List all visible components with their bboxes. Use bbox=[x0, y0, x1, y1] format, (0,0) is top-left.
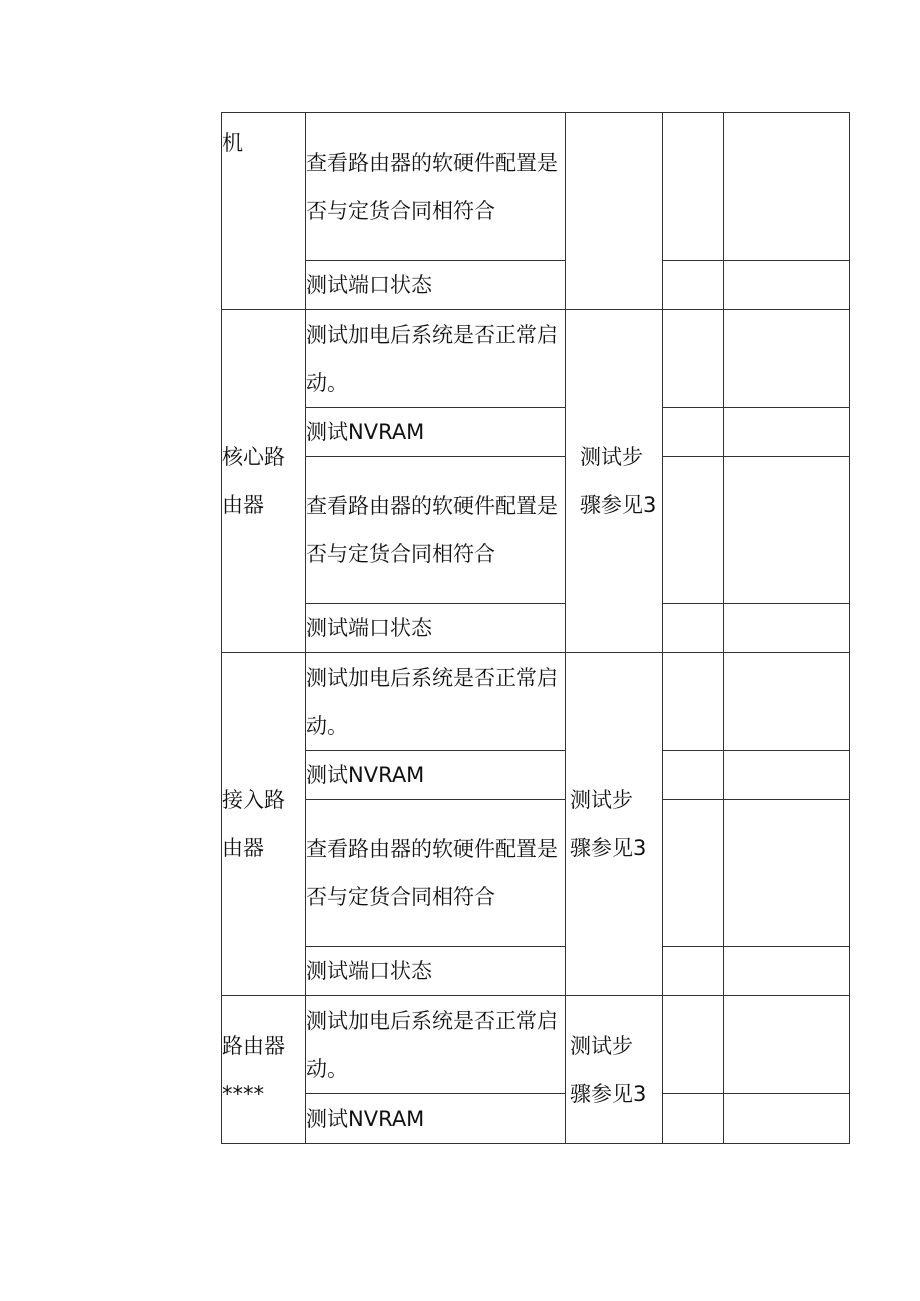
test-item-text: 测试NVRAM bbox=[306, 1106, 425, 1131]
table-row bbox=[222, 653, 850, 751]
test-item-cell bbox=[306, 113, 566, 261]
result-cell bbox=[663, 261, 724, 310]
test-item-text: 测试端口状态 bbox=[306, 959, 432, 983]
result-cell bbox=[663, 408, 724, 457]
test-item-cell bbox=[306, 310, 566, 408]
test-item-text: 测试加电后系统是否正常启动。 bbox=[306, 322, 558, 395]
test-item-cell bbox=[306, 653, 566, 751]
table-row bbox=[222, 310, 850, 408]
remark-cell bbox=[724, 261, 850, 310]
test-item-cell bbox=[306, 261, 566, 310]
remark-cell bbox=[724, 604, 850, 653]
test-procedure-table bbox=[221, 112, 850, 1144]
table-row bbox=[222, 947, 850, 996]
test-item-cell bbox=[306, 1094, 566, 1144]
result-cell bbox=[663, 604, 724, 653]
test-item-cell bbox=[306, 604, 566, 653]
remark-cell bbox=[724, 408, 850, 457]
table-row bbox=[222, 408, 850, 457]
test-item-cell bbox=[306, 751, 566, 800]
table-row bbox=[222, 996, 850, 1094]
result-cell bbox=[663, 800, 724, 947]
table-row bbox=[222, 457, 850, 604]
test-item-cell bbox=[306, 800, 566, 947]
test-item-text: 测试加电后系统是否正常启动。 bbox=[306, 1008, 558, 1081]
device-cell bbox=[222, 113, 306, 310]
table-row bbox=[222, 751, 850, 800]
method-cell bbox=[566, 996, 663, 1144]
device-cell bbox=[222, 310, 306, 653]
test-item-text: 查看路由器的软硬件配置是否与定货合同相符合 bbox=[306, 150, 558, 223]
remark-cell bbox=[724, 947, 850, 996]
result-cell bbox=[663, 457, 724, 604]
remark-cell bbox=[724, 653, 850, 751]
remark-cell bbox=[724, 457, 850, 604]
method-cell bbox=[566, 653, 663, 996]
table-row bbox=[222, 113, 850, 261]
remark-cell bbox=[724, 800, 850, 947]
test-item-text: 查看路由器的软硬件配置是否与定货合同相符合 bbox=[306, 837, 558, 909]
test-item-cell bbox=[306, 408, 566, 457]
device-cell bbox=[222, 653, 306, 996]
device-cell bbox=[222, 996, 306, 1144]
method-cell bbox=[566, 113, 663, 310]
test-item-text: 查看路由器的软硬件配置是否与定货合同相符合 bbox=[306, 494, 558, 566]
table-row bbox=[222, 1094, 850, 1144]
table-row bbox=[222, 800, 850, 947]
test-item-text: 测试NVRAM bbox=[306, 763, 425, 787]
test-item-cell bbox=[306, 996, 566, 1094]
result-cell bbox=[663, 310, 724, 408]
device-label: 路由器**** bbox=[222, 1033, 285, 1106]
test-item-text: 测试端口状态 bbox=[306, 273, 432, 297]
method-cell bbox=[566, 310, 663, 653]
remark-cell bbox=[724, 996, 850, 1094]
method-text: 测试步骤参见3 bbox=[570, 1033, 647, 1106]
remark-cell bbox=[724, 1094, 850, 1144]
test-item-text: 测试加电后系统是否正常启动。 bbox=[306, 665, 558, 738]
table-row bbox=[222, 604, 850, 653]
result-cell bbox=[663, 947, 724, 996]
result-cell bbox=[663, 1094, 724, 1144]
table-row bbox=[222, 261, 850, 310]
result-cell bbox=[663, 751, 724, 800]
device-label: 核心路由器 bbox=[222, 445, 285, 517]
result-cell bbox=[663, 113, 724, 261]
test-item-cell bbox=[306, 947, 566, 996]
remark-cell bbox=[724, 751, 850, 800]
remark-cell bbox=[724, 310, 850, 408]
method-text: 测试步骤参见3 bbox=[580, 445, 657, 517]
test-item-text: 测试NVRAM bbox=[306, 420, 425, 444]
remark-cell bbox=[724, 113, 850, 261]
result-cell bbox=[663, 996, 724, 1094]
method-text: 测试步骤参见3 bbox=[570, 788, 647, 860]
test-item-cell bbox=[306, 457, 566, 604]
test-item-text: 测试端口状态 bbox=[306, 616, 432, 640]
result-cell bbox=[663, 653, 724, 751]
device-label: 机 bbox=[222, 131, 243, 155]
device-label: 接入路由器 bbox=[222, 788, 285, 860]
